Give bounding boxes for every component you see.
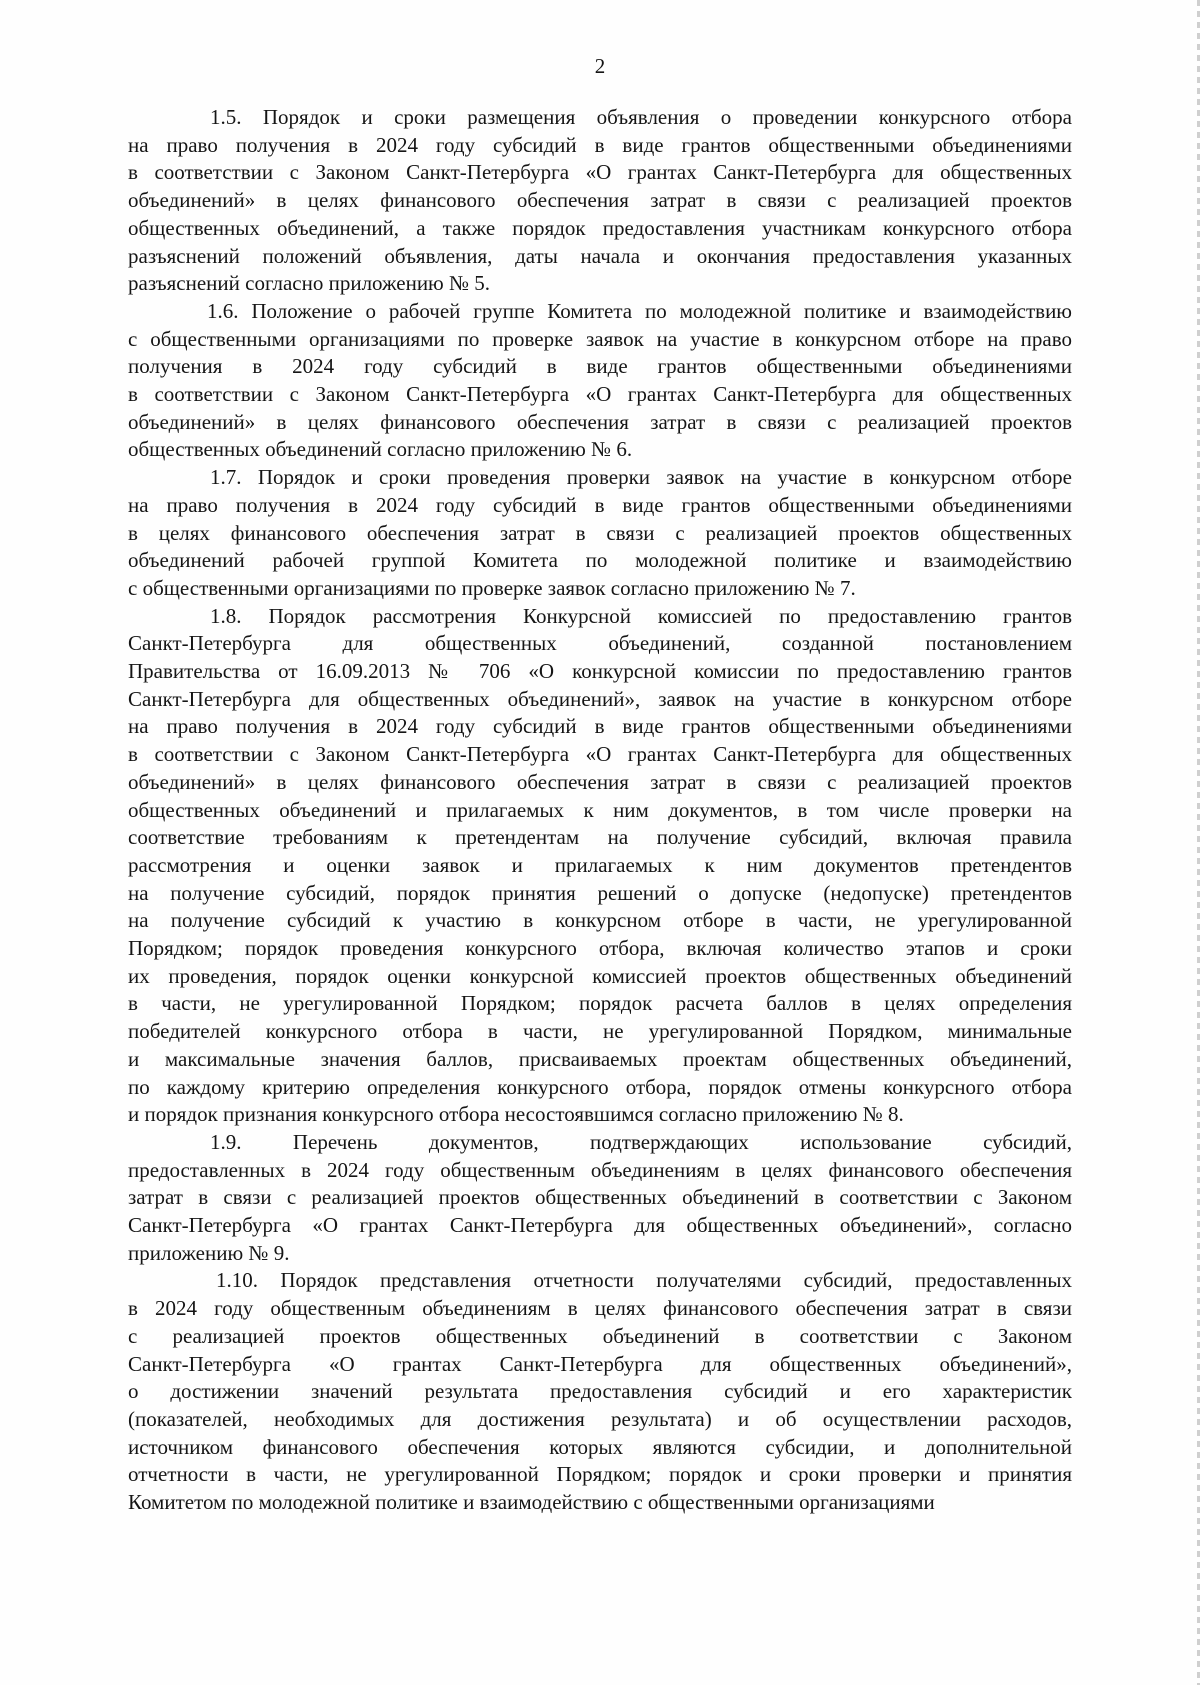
paragraph-line: победителей конкурсного отбора в части, не урегулированной Порядком, минимальные	[128, 1019, 1072, 1043]
paragraph-line: объединений» в целях финансового обеспечения затрат в связи с реализацией проектов	[128, 410, 1072, 434]
paragraph-line: в соответствии с Законом Санкт-Петербурга «О грантах Санкт-Петербурга для общественных	[128, 742, 1072, 766]
paragraph-line: и максимальные значения баллов, присваиваемых проектам общественных объединений,	[128, 1047, 1072, 1071]
paragraph-line: затрат в связи с реализацией проектов общественных объединений в соответствии с Законом	[128, 1185, 1072, 1209]
paragraph-line: о достижении значений результата предоставления субсидий и его характеристик	[128, 1379, 1072, 1403]
paragraph-line: в целях финансового обеспечения затрат в связи с реализацией проектов общественных	[128, 521, 1072, 545]
paragraph-line: общественных объединений и прилагаемых к ним документов, в том числе проверки на	[128, 798, 1072, 822]
paragraph-line: разъяснений согласно приложению № 5.	[128, 271, 491, 295]
paragraph-line: в соответствии с Законом Санкт-Петербурга «О грантах Санкт-Петербурга для общественных	[128, 160, 1072, 184]
paragraph-line: Санкт-Петербурга «О грантах Санкт-Петербурга для общественных объединений», согласно	[128, 1213, 1072, 1237]
paragraph-line: с общественными организациями по проверке заявок согласно приложению № 7.	[128, 576, 856, 600]
paragraph-line: Санкт-Петербурга для общественных объединений, созданной постановлением	[128, 631, 1072, 655]
paragraph-line: Санкт-Петербурга для общественных объединений», заявок на участие в конкурсном отборе	[128, 687, 1072, 711]
paragraph-line: и порядок признания конкурсного отбора несостоявшимся согласно приложению № 8.	[128, 1102, 904, 1126]
paragraph-line: на получение субсидий, порядок принятия решений о допуске (недопуске) претендентов	[128, 881, 1072, 905]
paragraph-line: их проведения, порядок оценки конкурсной комиссией проектов общественных объединений	[128, 964, 1072, 988]
paragraph-line: отчетности в части, не урегулированной Порядком; порядок и сроки проверки и принятия	[128, 1462, 1072, 1486]
paragraph-line: 1.9. Перечень документов, подтверждающих использование субсидий,	[210, 1130, 1072, 1154]
paragraph-line: объединений» в целях финансового обеспечения затрат в связи с реализацией проектов	[128, 770, 1072, 794]
paragraph-line: приложению № 9.	[128, 1241, 290, 1265]
paragraph-line: источником финансового обеспечения которых являются субсидии, и дополнительной	[128, 1435, 1072, 1459]
paragraph-line: объединений» в целях финансового обеспечения затрат в связи с реализацией проектов	[128, 188, 1072, 212]
paragraph-line: предоставленных в 2024 году общественным объединениям в целях финансового обеспечения	[128, 1158, 1072, 1182]
paragraph-line: объединений рабочей группой Комитета по молодежной политике и взаимодействию	[128, 548, 1072, 572]
paragraph-line: 1.7. Порядок и сроки проведения проверки заявок на участие в конкурсном отборе	[210, 465, 1072, 489]
paragraph-line: разъяснений положений объявления, даты начала и окончания предоставления указанных	[128, 244, 1072, 268]
paragraph-line: в 2024 году общественным объединениям в целях финансового обеспечения затрат в связи	[128, 1296, 1072, 1320]
paragraph-line: получения в 2024 году субсидий в виде грантов общественными объединениями	[128, 354, 1072, 378]
paragraph-line: общественных объединений согласно приложению № 6.	[128, 437, 633, 461]
paragraph-line: на получение субсидий к участию в конкурсном отборе в части, не урегулированной	[128, 908, 1072, 932]
paragraph-line: (показателей, необходимых для достижения результата) и об осуществлении расходов,	[128, 1407, 1072, 1431]
paragraph-line: Санкт-Петербурга «О грантах Санкт-Петербурга для общественных объединений»,	[128, 1352, 1072, 1376]
paragraph-line: с общественными организациями по проверке заявок на участие в конкурсном отборе на право	[128, 327, 1072, 351]
paragraph-line: Комитетом по молодежной политике и взаимодействию с общественными организациями	[128, 1490, 935, 1514]
paragraph-line: на право получения в 2024 году субсидий в виде грантов общественными объединениями	[128, 133, 1072, 157]
paragraph-line: Порядком; порядок проведения конкурсного отбора, включая количество этапов и сроки	[128, 936, 1072, 960]
paragraph-line: в соответствии с Законом Санкт-Петербурга «О грантах Санкт-Петербурга для общественных	[128, 382, 1072, 406]
paragraph-line: 1.5. Порядок и сроки размещения объявления о проведении конкурсного отбора	[210, 105, 1072, 129]
paragraph-line: на право получения в 2024 году субсидий в виде грантов общественными объединениями	[128, 493, 1072, 517]
paragraph-line: соответствие требованиям к претендентам на получение субсидий, включая правила	[128, 825, 1072, 849]
paragraph-line: с реализацией проектов общественных объединений в соответствии с Законом	[128, 1324, 1072, 1348]
paragraph-line: 1.8. Порядок рассмотрения Конкурсной комиссией по предоставлению грантов	[210, 604, 1072, 628]
paragraph-line: в части, не урегулированной Порядком; порядок расчета баллов в целях определения	[128, 991, 1072, 1015]
paragraph-line: Правительства от 16.09.2013 № 706 «О конкурсной комиссии по предоставлению грантов	[128, 659, 1072, 683]
paragraph-line: общественных объединений, а также порядок предоставления участникам конкурсного отбора	[128, 216, 1072, 240]
paragraph-line: 1.10. Порядок представления отчетности получателями субсидий, предоставленных	[216, 1268, 1072, 1292]
paragraph-line: 1.6. Положение о рабочей группе Комитета по молодежной политике и взаимодействию	[207, 299, 1072, 323]
page-number: 2	[594, 54, 606, 78]
paragraph-line: по каждому критерию определения конкурсного отбора, порядок отмены конкурсного отбора	[128, 1075, 1072, 1099]
paragraph-line: рассмотрения и оценки заявок и прилагаемых к ним документов претендентов	[128, 853, 1072, 877]
paragraph-line: на право получения в 2024 году субсидий в виде грантов общественными объединениями	[128, 714, 1072, 738]
